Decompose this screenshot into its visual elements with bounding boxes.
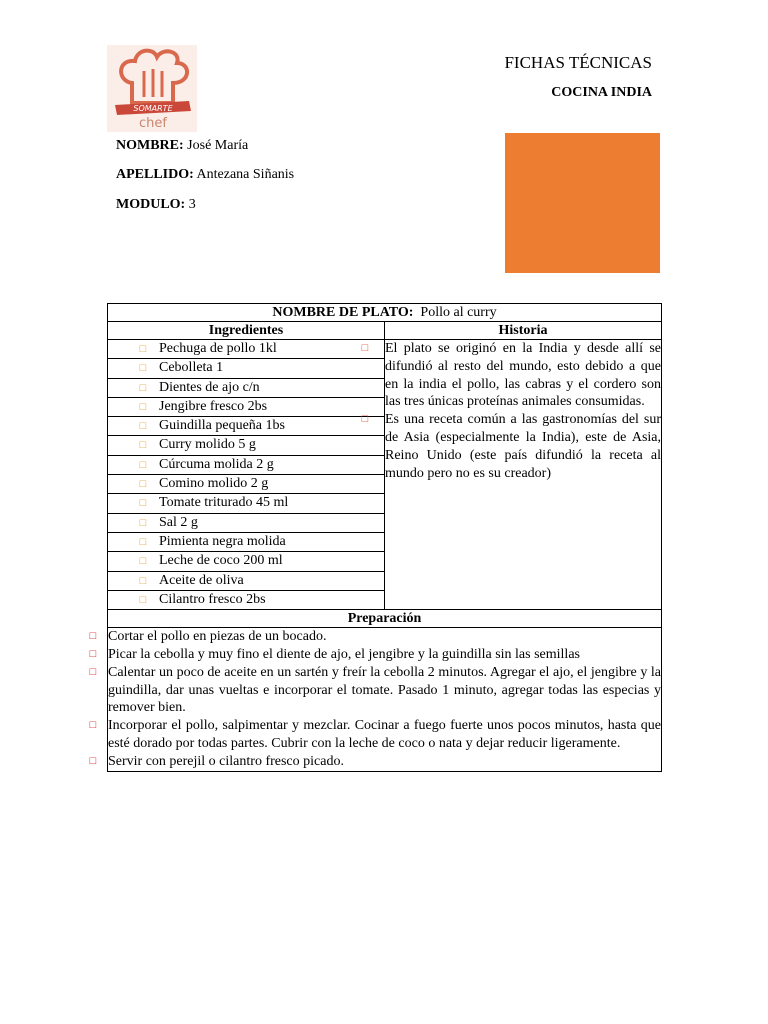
bullet-icon: □ bbox=[89, 647, 97, 660]
surname-value: Antezana Siñanis bbox=[196, 167, 295, 182]
ingredient-item bbox=[108, 379, 384, 398]
ingredient-item-text: Guindilla pequeña 1bs bbox=[159, 418, 285, 434]
bullet-icon: □ bbox=[361, 342, 369, 354]
bullet-icon: □ bbox=[139, 535, 147, 548]
page-title: FICHAS TÉCNICAS bbox=[504, 53, 652, 72]
ingredient-item bbox=[108, 417, 384, 436]
ingredient-item-text: Pimienta negra molida bbox=[159, 533, 286, 549]
preparation-list bbox=[89, 628, 662, 770]
bullet-icon: □ bbox=[139, 400, 147, 413]
chef-hat-icon bbox=[107, 45, 197, 132]
history-item bbox=[361, 340, 662, 411]
surname-label: APELLIDO: bbox=[116, 167, 194, 182]
bullet-icon: □ bbox=[139, 439, 147, 452]
dish-name-value: Pollo al curry bbox=[420, 305, 497, 320]
ingredient-item bbox=[108, 552, 384, 571]
history-item-text: El plato se originó en la India y desde allí se difundió al resto del mundo, esto debido a que en la india el pollo, las cabras y el cordero son las tres únicas proteínas animales consumidas. bbox=[385, 341, 662, 410]
bullet-icon: □ bbox=[139, 381, 147, 394]
page-subtitle: COCINA INDIA bbox=[551, 85, 652, 100]
preparation-step-text: Calentar un poco de aceite en un sartén y freír la cebolla 2 minutos. Agregar el ajo, el jengibre y la guindilla, dar unas vueltas e incorporar el tomate. Pasado 1 minuto, agregar todas las especias y remover bien. bbox=[108, 664, 662, 716]
bullet-icon: □ bbox=[139, 593, 147, 606]
ingredient-item bbox=[108, 359, 384, 378]
ingredient-item-text: Aceite de oliva bbox=[159, 572, 244, 588]
bullet-icon: □ bbox=[139, 362, 147, 375]
preparation-step-text: Cortar el pollo en piezas de un bocado. bbox=[108, 629, 327, 645]
recipe-sheet bbox=[89, 303, 662, 772]
preparation-header: Preparación bbox=[108, 610, 662, 628]
ingredients-cell bbox=[108, 340, 385, 610]
ingredient-item-text: Curry molido 5 g bbox=[159, 437, 256, 453]
logo-banner-text: SOMARTE bbox=[133, 104, 173, 113]
bullet-icon: □ bbox=[361, 413, 369, 426]
bullet-icon: □ bbox=[89, 719, 97, 732]
bullet-icon: □ bbox=[139, 343, 147, 355]
ingredient-item-text: Pechuga de pollo 1kl bbox=[159, 341, 277, 356]
chef-logo bbox=[107, 45, 197, 132]
preparation-step-text: Servir con perejil o cilantro fresco picado. bbox=[108, 753, 344, 769]
history-item bbox=[361, 411, 662, 482]
bullet-icon: □ bbox=[139, 574, 147, 587]
ingredient-item bbox=[108, 398, 384, 417]
ingredient-item-text: Dientes de ajo c/n bbox=[159, 379, 260, 395]
name-field bbox=[116, 138, 248, 154]
preparation-step bbox=[89, 646, 661, 664]
bullet-icon: □ bbox=[139, 497, 147, 510]
bullet-icon: □ bbox=[89, 754, 97, 767]
bullet-icon: □ bbox=[139, 555, 147, 568]
ingredient-item bbox=[108, 494, 384, 513]
surname-field bbox=[116, 167, 294, 183]
module-value: 3 bbox=[188, 197, 196, 212]
history-cell bbox=[361, 340, 662, 610]
ingredient-item-text: Cebolleta 1 bbox=[159, 360, 224, 376]
ingredient-item-text: Sal 2 g bbox=[159, 514, 198, 530]
ingredient-item-text: Comino molido 2 g bbox=[159, 476, 269, 492]
preparation-step bbox=[89, 664, 662, 717]
photo-placeholder bbox=[505, 133, 660, 273]
ingredients-list bbox=[108, 340, 384, 609]
ingredient-item bbox=[108, 340, 384, 359]
history-list bbox=[361, 340, 662, 482]
ingredient-item-text: Cilantro fresco 2bs bbox=[159, 591, 266, 607]
ingredient-item-text: Tomate triturado 45 ml bbox=[159, 495, 289, 511]
logo-chef-text: chef bbox=[139, 116, 167, 131]
ingredient-item bbox=[108, 436, 384, 455]
preparation-step-text: Picar la cebolla y muy fino el diente de ajo, el jengibre y la guindilla sin las semillas bbox=[108, 646, 580, 662]
preparation-cell bbox=[89, 628, 662, 771]
ingredient-item-text: Leche de coco 200 ml bbox=[159, 553, 283, 569]
history-header: Historia bbox=[385, 322, 662, 340]
module-field bbox=[116, 197, 196, 213]
module-label: MODULO: bbox=[116, 197, 186, 212]
ingredient-item bbox=[108, 591, 384, 609]
ingredients-header: Ingredientes bbox=[108, 322, 385, 340]
ingredient-item-text: Jengibre fresco 2bs bbox=[159, 398, 268, 414]
bullet-icon: □ bbox=[89, 665, 97, 678]
bullet-icon: □ bbox=[139, 458, 147, 471]
bullet-icon: □ bbox=[139, 420, 147, 433]
ingredient-item bbox=[108, 572, 384, 591]
bullet-icon: □ bbox=[139, 516, 147, 529]
bullet-icon: □ bbox=[139, 478, 147, 491]
ingredient-item bbox=[108, 514, 384, 533]
bullet-icon: □ bbox=[89, 630, 97, 643]
ingredient-item bbox=[108, 533, 384, 552]
preparation-step bbox=[89, 717, 662, 753]
dish-name-row bbox=[108, 304, 662, 322]
dish-name-label: NOMBRE DE PLATO: bbox=[272, 305, 414, 320]
history-item-text: Es una receta común a las gastronomías del sur de Asia (especialmente la India), este de Asia, Reino Unido (este país difundió la receta al mundo pero no es su creador) bbox=[385, 412, 662, 481]
ingredient-item-text: Cúrcuma molida 2 g bbox=[159, 456, 274, 472]
name-value: José María bbox=[187, 138, 249, 153]
ingredient-item bbox=[108, 456, 384, 475]
name-label: NOMBRE: bbox=[116, 138, 184, 153]
preparation-step bbox=[89, 753, 661, 771]
preparation-step-text: Incorporar el pollo, salpimentar y mezclar. Cocinar a fuego fuerte unos pocos minutos, hasta que esté dorado por todas partes. Cubrir con la leche de coco o nata y dejar reducir ligeramente. bbox=[108, 718, 662, 751]
ingredient-item bbox=[108, 475, 384, 494]
preparation-step bbox=[89, 628, 661, 646]
